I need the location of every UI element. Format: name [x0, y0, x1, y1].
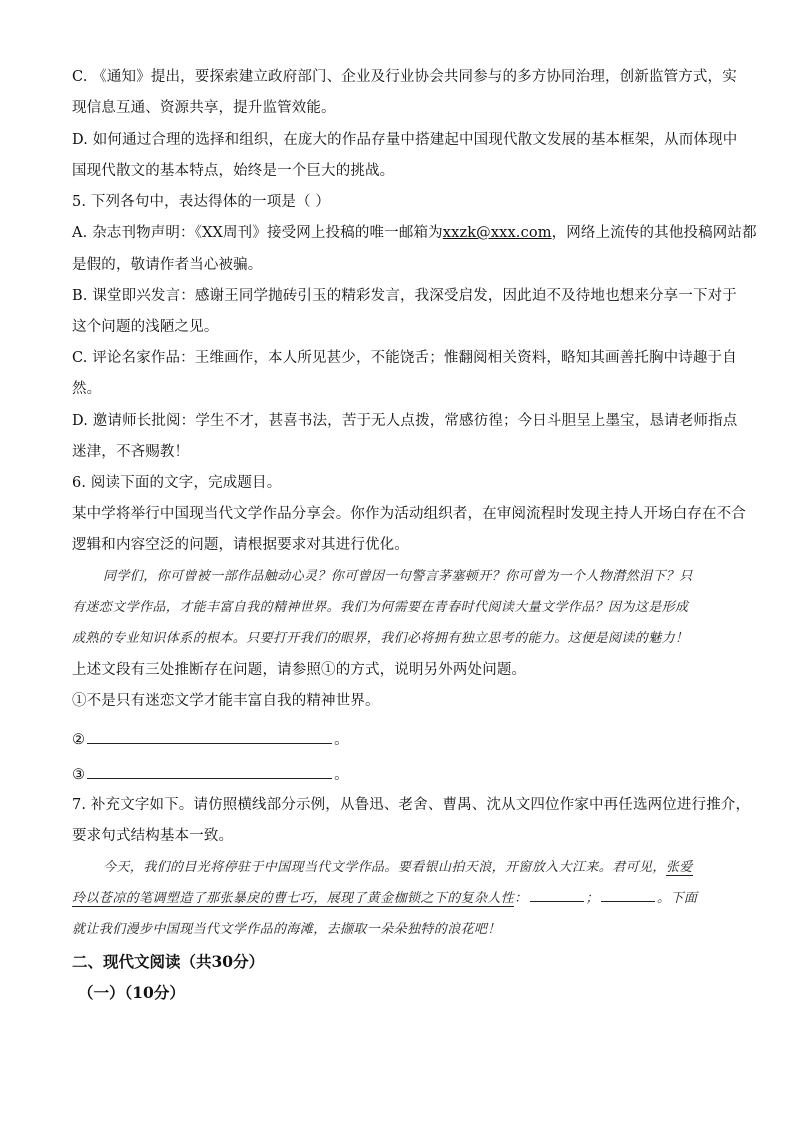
q7-passage-line2	[72, 889, 717, 909]
q6-answer-3-end: 。	[334, 767, 349, 783]
q6-answer-2-number: ②	[72, 732, 86, 748]
q5-stem: 5. 下列各句中，表达得体的一项是（ ）	[72, 194, 331, 210]
section-2-subtitle: （一）（10分）	[78, 983, 185, 1002]
q7-passage-intro: 今天，我们的目光将停驻于中国现当代文学作品。要看银山拍天浪，开窗放入大江来。君可见，	[103, 860, 666, 875]
q5-option-a-line2: 是假的，敬请作者当心被骗。	[72, 257, 263, 273]
q5-option-d-line2: 迷津，不吝赐教！	[72, 444, 190, 460]
q6-intro-line2: 逻辑和内容空泛的问题，请根据要求对其进行优化。	[72, 537, 409, 553]
q6-answer-2	[72, 729, 349, 750]
q6-passage-line3: 成熟的专业知识体系的根本。只要打开我们的眼界，我们必将拥有独立思考的能力。这便是阅读的魅力！	[72, 631, 689, 646]
q7-passage-line1	[103, 858, 717, 878]
q5-option-a-line1	[72, 223, 757, 243]
q7-passage-line3: 就让我们漫步中国现当代文学作品的海滩，去撷取一朵朵独特的浪花吧！	[72, 922, 501, 937]
q6-answer-3-number: ③	[72, 767, 86, 783]
q4-option-c-line1: C. 《通知》提出，要探索建立政府部门、企业及行业协会共同参与的多方协同治理，创新监管方式，实	[72, 69, 737, 85]
q5-option-b-line1: B. 课堂即兴发言：感谢王同学抛砖引玉的精彩发言，我深受启发，因此迫不及待地也想来分享一下对于	[72, 288, 737, 304]
q6-answer-3	[72, 764, 349, 785]
section-2-title: 二、现代文阅读（共30分）	[72, 952, 265, 971]
q6-answer-2-end: 。	[334, 732, 349, 748]
q5-a-suffix: ，网络上流传的其他投稿网站都	[551, 225, 757, 241]
q6-answer-1: ①不是只有迷恋文学才能丰富自我的精神世界。	[72, 693, 380, 709]
q5-option-c-line1: C. 评论名家作品：王维画作，本人所见甚少，不能饶舌；惟翻阅相关资料，略知其画善托胸中诗趣于自	[72, 350, 737, 366]
q6-answer-3-blank[interactable]	[87, 764, 332, 779]
q5-option-d-line1: D. 邀请师长批阅：学生不才，甚喜书法，苦于无人点拨，常感彷徨；今日斗胆呈上墨宝，恳请老师指点	[72, 413, 738, 429]
q6-passage-line2: 有迷恋文学作品，才能丰富自我的精神世界。我们为何需要在青春时代阅读大量文学作品？因为这是形成	[72, 600, 689, 615]
q7-colon: ：	[514, 891, 528, 906]
q7-blank-2[interactable]	[601, 889, 655, 902]
q4-option-d-line2: 国现代散文的基本特点，始终是一个巨大的挑战。	[72, 163, 395, 179]
q6-answer-2-blank[interactable]	[87, 729, 332, 744]
q6-ask: 上述文段有三处推断存在问题，请参照①的方式，说明另外两处问题。	[72, 662, 527, 678]
q6-stem: 6. 阅读下面的文字，完成题目。	[72, 475, 282, 491]
q6-intro-line1: 某中学将举行中国现当代文学作品分享会。你作为活动组织者，在审阅流程时发现主持人开场白存在不合	[72, 506, 746, 522]
q7-passage-after: 。下面	[657, 891, 698, 906]
q6-passage-line1: 同学们，你可曾被一部作品触动心灵？你可曾因一句警言茅塞顿开？你可曾为一个人物潸然泪下？只	[103, 569, 693, 584]
q5-email-link[interactable]: xxzk@xxx.com	[442, 225, 552, 241]
q7-stem-line2: 要求句式结构基本一致。	[72, 828, 234, 844]
q7-example-underline-1: 张爱	[665, 860, 693, 875]
q5-option-b-line2: 这个问题的浅陋之见。	[72, 319, 219, 335]
q4-option-d-line1: D. 如何通过合理的选择和组织，在庞大的作品存量中搭建起中国现代散文发展的基本框架，从而体现中	[72, 132, 738, 148]
q7-semicolon: ；	[585, 891, 600, 906]
q7-example-underline-2: 玲以苍凉的笔调塑造了那张暴戾的曹七巧，展现了黄金枷锁之下的复杂人性	[72, 891, 515, 906]
q7-stem-line1: 7. 补充文字如下。请仿照横线部分示例，从鲁迅、老舍、曹禺、沈从文四位作家中再任选两位进行推介，	[72, 797, 751, 813]
q5-a-prefix: A. 杂志刊物声明：《XX周刊》接受网上投稿的唯一邮箱为	[72, 225, 443, 241]
q7-blank-1[interactable]	[530, 889, 584, 902]
q5-option-c-line2: 然。	[72, 381, 102, 397]
q4-option-c-line2: 现信息互通、资源共享，提升监管效能。	[72, 100, 336, 116]
